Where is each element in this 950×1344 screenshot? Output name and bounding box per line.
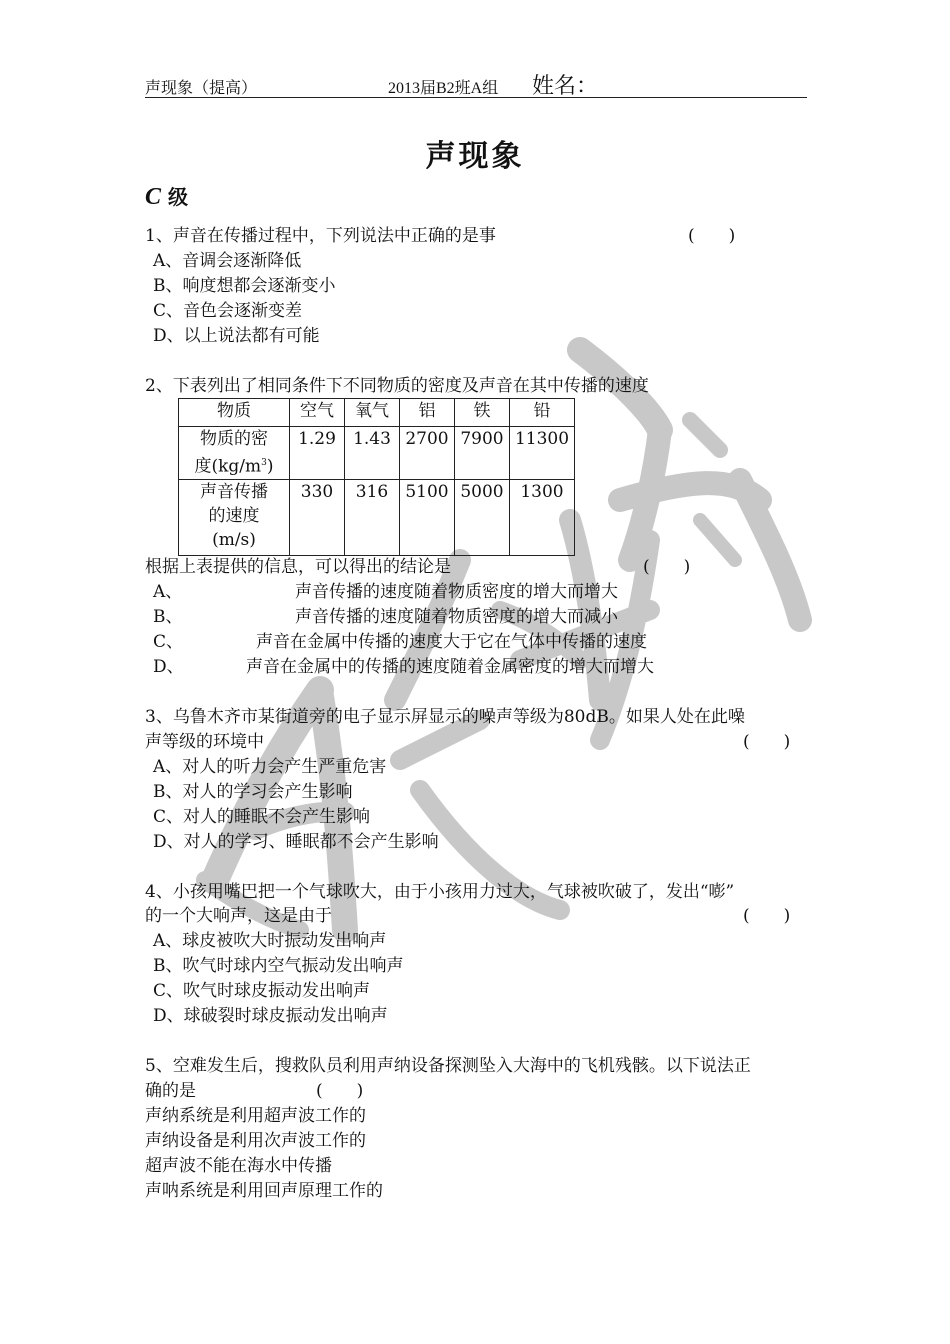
q5-option-4: 声呐系统是利用回声原理工作的 [145,1181,383,1201]
q4-option-d: D、球破裂时球皮振动发出响声 [153,1006,388,1026]
q4-option-c: C、吹气时球皮振动发出响声 [153,981,371,1001]
density-label-line: 物质的密 [200,429,268,449]
q3-answer-paren: ( ) [743,732,791,752]
table-row [179,399,575,427]
table-header-cell: 物质 [179,399,290,427]
q1-option-a: A、音调会逐渐降低 [153,251,302,271]
header-class: 2013届B2班A组 [388,80,499,97]
table-cell: 11300 [510,427,575,480]
q1-stem: 1、声音在传播过程中，下列说法中正确的是事 [145,226,496,246]
table-header-cell: 空气 [290,399,345,427]
table-row [179,479,575,555]
density-speed-table [178,398,575,556]
q2-stem: 2、下表列出了相同条件下不同物质的密度及声音在其中传播的速度 [145,376,649,396]
q2-conclusion: 根据上表提供的信息，可以得出的结论是 [145,557,451,577]
q5-answer-paren: ( ) [316,1081,364,1101]
header-subject: 声现象（提高） [145,80,258,97]
table-row-label [179,479,290,555]
table-cell: 1300 [510,479,575,555]
table-row [179,427,575,480]
q1-option-c: C、音色会逐渐变差 [153,301,303,321]
q3-stem-line-1: 3、乌鲁木齐市某街道旁的电子显示屏显示的噪声等级为80dB。如果人处在此噪 [145,707,745,727]
page-header [145,70,807,98]
q4-stem-line-2: 的一个大响声，这是由于 [145,906,332,926]
q3-option-a: A、对人的听力会产生严重危害 [153,757,387,777]
table-row-label [179,427,290,480]
q5-option-3: 超声波不能在海水中传播 [145,1156,332,1176]
q1-option-d: D、以上说法都有可能 [153,326,320,346]
table-cell: 5000 [455,479,510,555]
speed-label-line: 声音传播 [200,481,268,502]
level-heading [145,181,188,211]
table-cell: 7900 [455,427,510,480]
q2-option-b-text: 声音传播的速度随着物质密度的增大而减小 [295,607,618,627]
header-name-label: 姓名： [532,73,599,98]
table-cell: 1.29 [290,427,345,480]
q4-option-b: B、吹气时球内空气振动发出响声 [153,956,404,976]
q2-answer-paren: ( ) [643,557,691,577]
speed-label-line: 的速度 [208,505,260,526]
q5-option-1: 声纳系统是利用超声波工作的 [145,1106,366,1126]
q4-stem-line-1: 4、小孩用嘴巴把一个气球吹大，由于小孩用力过大，气球被吹破了，发出“嘭” [145,882,735,902]
table-header-cell: 氧气 [345,399,400,427]
table-cell: 2700 [400,427,455,480]
q3-stem-line-2: 声等级的环境中 [145,732,264,752]
q2-option-a-text: 声音传播的速度随着物质密度的增大而增大 [295,582,618,602]
q2-option-a-letter: A、 [153,582,183,602]
q4-answer-paren: ( ) [743,906,791,926]
q1-answer-paren: ( ) [688,226,736,246]
q2-option-d-text: 声音在金属中的传播的速度随着金属密度的增大而增大 [246,657,654,677]
table-cell: 1.43 [345,427,400,480]
q5-option-2: 声纳设备是利用次声波工作的 [145,1131,366,1151]
table-header-cell: 铁 [455,399,510,427]
level-letter: C [145,184,162,210]
q3-option-b: B、对人的学习会产生影响 [153,782,353,802]
level-word: 级 [167,185,188,209]
q3-option-d: D、对人的学习、睡眠都不会产生影响 [153,832,439,852]
density-label-line: 度$(kg/m^3)$ [194,456,274,477]
table-header-cell: 铝 [400,399,455,427]
page-title: 声现象 [425,139,525,174]
q5-stem-line-1: 5、空难发生后，搜救队员利用声纳设备探测坠入大海中的飞机残骸。以下说法正 [145,1056,751,1076]
table-cell: 316 [345,479,400,555]
q5-stem-line-2: 确的是 [145,1081,196,1101]
table-cell: 5100 [400,479,455,555]
table-header-cell: 铅 [510,399,575,427]
q2-option-c-text: 声音在金属中传播的速度大于它在气体中传播的速度 [256,632,647,652]
table-cell: 330 [290,479,345,555]
q3-option-c: C、对人的睡眠不会产生影响 [153,807,371,827]
q4-option-a: A、球皮被吹大时振动发出响声 [153,931,387,951]
q2-option-b-letter: B、 [153,607,183,627]
q2-option-d-letter: D、 [153,657,184,677]
q1-option-b: B、响度想都会逐渐变小 [153,276,336,296]
speed-label-line: (m/s) [212,529,256,550]
q2-option-c-letter: C、 [153,632,184,652]
